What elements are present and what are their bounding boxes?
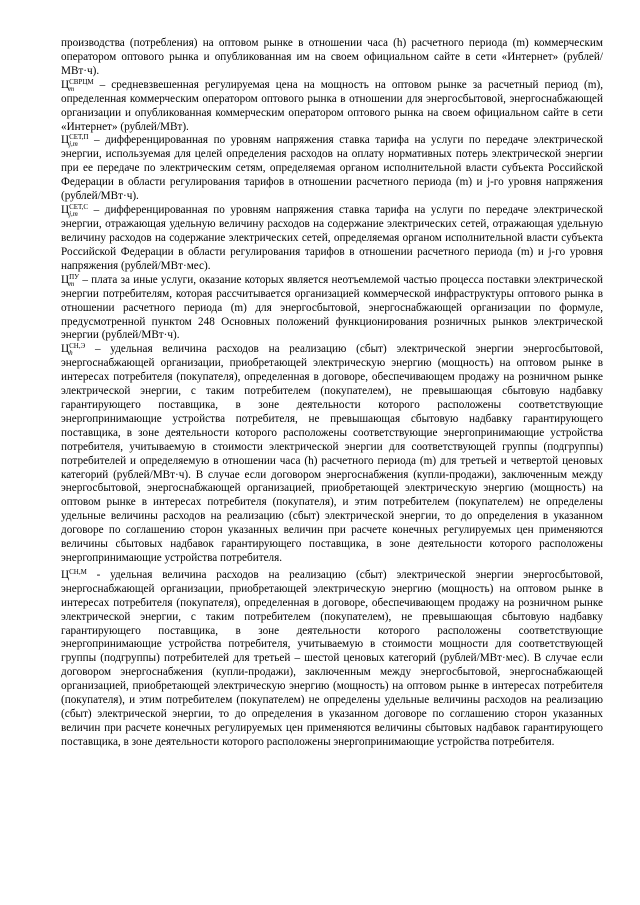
definition-pu <box>61 274 603 344</box>
definition-text: – средневзвешенная регулируемая цена на мощность на оптовом рынке за расчетный период (m), определенная коммерческим оператором оптового рынка в отношении для энергосбытовой, энергоснабжающей организации и опубликованная коммерческим оператором оптового рынка на своем официальном сайте в сети «Интернет» (рублей/МВт). <box>61 78 603 133</box>
definition-set-s <box>61 204 603 274</box>
formula-symbol: $Ц^{СН,М}$ <box>61 567 87 581</box>
definition-sn-m <box>61 566 603 750</box>
paragraph-continuation <box>61 37 603 79</box>
definition-text: – удельная величина расходов на реализацию (сбыт) электрической энергии энергосбытовой, энергоснабжающей организации, приобретающей электрическую энергию (мощность) на оптовом рынке в интересах потребителя (покупателя), определенная в договоре, обеспечивающем продажу на розничном рынке электрической энергии, с таким потребителем (покупателем), не превышающая сбытовую надбавку гарантирующего поставщика, в зоне деятельности которого расположены соответствующие энергопринимающие устройства потребителя, не превышающая сбытовую надбавку гарантирующего поставщика, в зоне деятельности которого расположены соответствующие энергопринимающие устройства потребителя, учитываемую в стоимости электрической энергии для соответствующей группы (подгруппы) потребителей и определяемую в отношении часа (h) расчетного периода (m) для третьей и четвертой ценовых категорий (рублей/МВт·ч). В случае если договором энергоснабжения (купли-продажи), заключенным между энергосбытовой, энергоснабжающей организацией, приобретающей электрическую энергию (мощность) на оптовом рынке в интересах потребителя (покупателя), и этим потребителем (покупателем) не определены удельные величины расходов на реализацию (сбыт) электрической энергии, то до определения в указанном договоре по соглашению сторон указанных величин при расчете конечных регулируемых цен применяются величины сбытовых надбавок гарантирующего поставщика, в зоне деятельности которого расположены энергопринимающие устройства потребителя. <box>61 343 603 564</box>
formula-symbol: Ц СН,Э h <box>61 342 86 358</box>
formula-symbol: Ц СЕТ,П j,m <box>61 133 89 149</box>
formula-symbol: Ц СВРЦМ m <box>61 77 94 93</box>
definition-svrcm <box>61 79 603 135</box>
definition-sn-e <box>61 343 603 566</box>
definition-text: – плата за иные услуги, оказание которых является неотъемлемой частью процесса поставки электрической энергии потребителям, которая рассчитывается организацией коммерческой инфраструктуры оптового рынка в отношении расчетного периода (m) для энергосбытовой, энергоснабжающей организации по формуле, предусмотренной пунктом 248 Основных положений функционирования розничных рынков электрической энергии (рублей/МВт·ч). <box>61 273 603 342</box>
definition-text: – дифференцированная по уровням напряжения ставка тарифа на услуги по передаче электрической энергии, используемая для целей определения расходов на оплату нормативных потерь электрической энергии при ее передаче по электрическим сетям, определяемая органом исполнительной власти субъекта Российской Федерации в области регулирования тарифов в отношении расчетного периода (m) и j-го уровня напряжения (рублей/МВт·ч). <box>61 134 603 203</box>
definition-set-p <box>61 134 603 204</box>
definition-text: - удельная величина расходов на реализацию (сбыт) электрической энергии энергосбытовой, энергоснабжающей организации, приобретающей электрическую энергию (мощность) на оптовом рынке в интересах потребителя (покупателя), определенная в договоре, обеспечивающем продажу на розничном рынке электрической энергии, с таким потребителем (покупателем), не превышающая сбытовую надбавку гарантирующего поставщика, в зоне деятельности которого расположены соответствующие энергопринимающие устройства потребителя, учитываемую в стоимости мощности для соответствующей группы (подгруппы) потребителей для третьей – шестой ценовых категорий (рублей/МВт·мес). В случае если договором энергоснабжения (купли-продажи), заключенным между энергосбытовой, энергоснабжающей организацией, приобретающей электрическую энергию (мощность) на оптовом рынке в интересах потребителя (покупателя), и этим потребителем (покупателем) не определены удельные величины расходов на реализацию (сбыт) электрической энергии, то до определения в указанном договоре по соглашению сторон указанных величин при расчете конечных регулируемых цен применяются величины сбытовых надбавок гарантирующего поставщика, в зоне деятельности которого расположены энергопринимающие устройства потребителя. <box>61 568 603 748</box>
formula-symbol: Ц СЕТ,С j,m <box>61 203 89 219</box>
definition-text: – дифференцированная по уровням напряжения ставка тарифа на услуги по передаче электрической энергии, отражающая удельную величину расходов на содержание электрических сетей, отражающая удельную величину расходов на содержание электрических сетей, определяемая органом исполнительной власти субъекта Российской Федерации в области регулирования тарифов в отношении расчетного периода (m) и j-го уровня напряжения (рублей/МВт·мес). <box>61 204 603 272</box>
paragraph-text: производства (потребления) на оптовом рынке в отношении часа (h) расчетного периода (m) коммерческим оператором оптового рынка и опубликованная им на своем официальном сайте в сети «Интернет» (рублей/МВт·ч). <box>61 37 603 77</box>
formula-symbol: Ц ПУ m <box>61 272 80 288</box>
